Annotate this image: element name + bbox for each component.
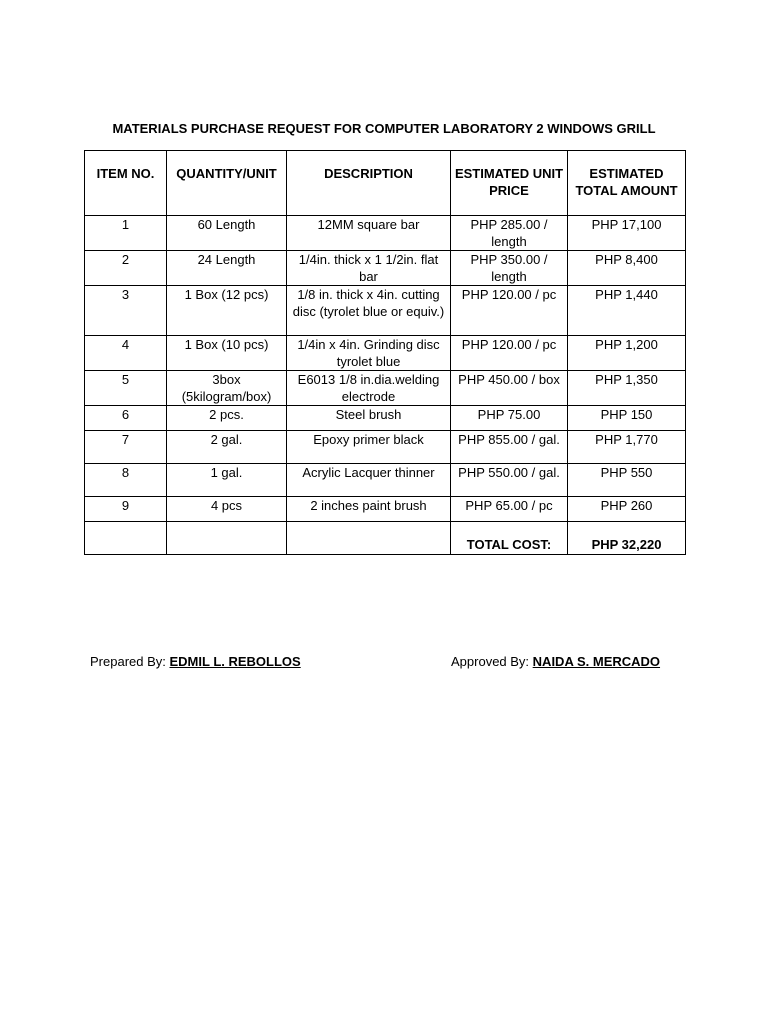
table-row <box>85 464 686 497</box>
table-row <box>85 336 686 371</box>
cell-quantity: 1 gal. <box>167 464 287 497</box>
header-item-no: ITEM NO. <box>85 151 167 216</box>
empty-cell <box>167 522 287 555</box>
cell-description: Acrylic Lacquer thinner <box>287 464 451 497</box>
table-header-row <box>85 151 686 216</box>
cell-quantity: 1 Box (12 pcs) <box>167 286 287 336</box>
cell-item-no: 8 <box>85 464 167 497</box>
cell-description: E6013 1/8 in.dia.welding electrode <box>287 371 451 406</box>
cell-quantity: 24 Length <box>167 251 287 286</box>
cell-quantity: 1 Box (10 pcs) <box>167 336 287 371</box>
cell-item-no: 7 <box>85 431 167 464</box>
cell-item-no: 3 <box>85 286 167 336</box>
cell-unit-price: PHP 855.00 / gal. <box>451 431 568 464</box>
empty-cell <box>287 522 451 555</box>
cell-unit-price: PHP 350.00 / length <box>451 251 568 286</box>
cell-quantity: 2 pcs. <box>167 406 287 431</box>
cell-total-amount: PHP 1,770 <box>568 431 686 464</box>
cell-item-no: 1 <box>85 216 167 251</box>
total-cost-value: PHP 32,220 <box>568 522 686 555</box>
cell-description: 1/4in x 4in. Grinding disc tyrolet blue <box>287 336 451 371</box>
total-row <box>85 522 686 555</box>
cell-description: Epoxy primer black <box>287 431 451 464</box>
approved-by-signature <box>451 654 660 669</box>
empty-cell <box>85 522 167 555</box>
cell-unit-price: PHP 285.00 / length <box>451 216 568 251</box>
cell-unit-price: PHP 65.00 / pc <box>451 497 568 522</box>
prepared-by-name: EDMIL L. REBOLLOS <box>169 654 301 669</box>
header-quantity-unit: QUANTITY/UNIT <box>167 151 287 216</box>
cell-item-no: 6 <box>85 406 167 431</box>
table-row <box>85 251 686 286</box>
cell-description: 1/4in. thick x 1 1/2in. flat bar <box>287 251 451 286</box>
cell-quantity: 60 Length <box>167 216 287 251</box>
cell-total-amount: PHP 17,100 <box>568 216 686 251</box>
cell-unit-price: PHP 550.00 / gal. <box>451 464 568 497</box>
cell-unit-price: PHP 450.00 / box <box>451 371 568 406</box>
cell-total-amount: PHP 1,200 <box>568 336 686 371</box>
cell-quantity: 3box (5kilogram/box) <box>167 371 287 406</box>
header-description: DESCRIPTION <box>287 151 451 216</box>
total-cost-label: TOTAL COST: <box>451 522 568 555</box>
approved-by-label: Approved By: <box>451 654 530 669</box>
cell-total-amount: PHP 1,350 <box>568 371 686 406</box>
approved-by-name: NAIDA S. MERCADO <box>532 654 661 669</box>
table-row <box>85 431 686 464</box>
cell-unit-price: PHP 120.00 / pc <box>451 336 568 371</box>
cell-item-no: 9 <box>85 497 167 522</box>
cell-total-amount: PHP 550 <box>568 464 686 497</box>
cell-item-no: 2 <box>85 251 167 286</box>
table-row <box>85 216 686 251</box>
table-row <box>85 406 686 431</box>
cell-total-amount: PHP 150 <box>568 406 686 431</box>
cell-total-amount: PHP 8,400 <box>568 251 686 286</box>
table-row <box>85 371 686 406</box>
cell-total-amount: PHP 1,440 <box>568 286 686 336</box>
cell-quantity: 2 gal. <box>167 431 287 464</box>
cell-item-no: 5 <box>85 371 167 406</box>
header-estimated-unit-price: ESTIMATED UNIT PRICE <box>451 151 568 216</box>
cell-unit-price: PHP 120.00 / pc <box>451 286 568 336</box>
cell-total-amount: PHP 260 <box>568 497 686 522</box>
cell-description: 2 inches paint brush <box>287 497 451 522</box>
table-row <box>85 286 686 336</box>
header-estimated-total-amount: ESTIMATED TOTAL AMOUNT <box>568 151 686 216</box>
cell-unit-price: PHP 75.00 <box>451 406 568 431</box>
purchase-request-table <box>84 150 686 555</box>
cell-quantity: 4 pcs <box>167 497 287 522</box>
table-row <box>85 497 686 522</box>
prepared-by-signature <box>90 654 301 669</box>
cell-description: 12MM square bar <box>287 216 451 251</box>
cell-description: 1/8 in. thick x 4in. cutting disc (tyrolet blue or equiv.) <box>287 286 451 336</box>
cell-item-no: 4 <box>85 336 167 371</box>
cell-description: Steel brush <box>287 406 451 431</box>
document-title: MATERIALS PURCHASE REQUEST FOR COMPUTER LABORATORY 2 WINDOWS GRILL <box>112 121 656 136</box>
prepared-by-label: Prepared By: <box>90 654 166 669</box>
